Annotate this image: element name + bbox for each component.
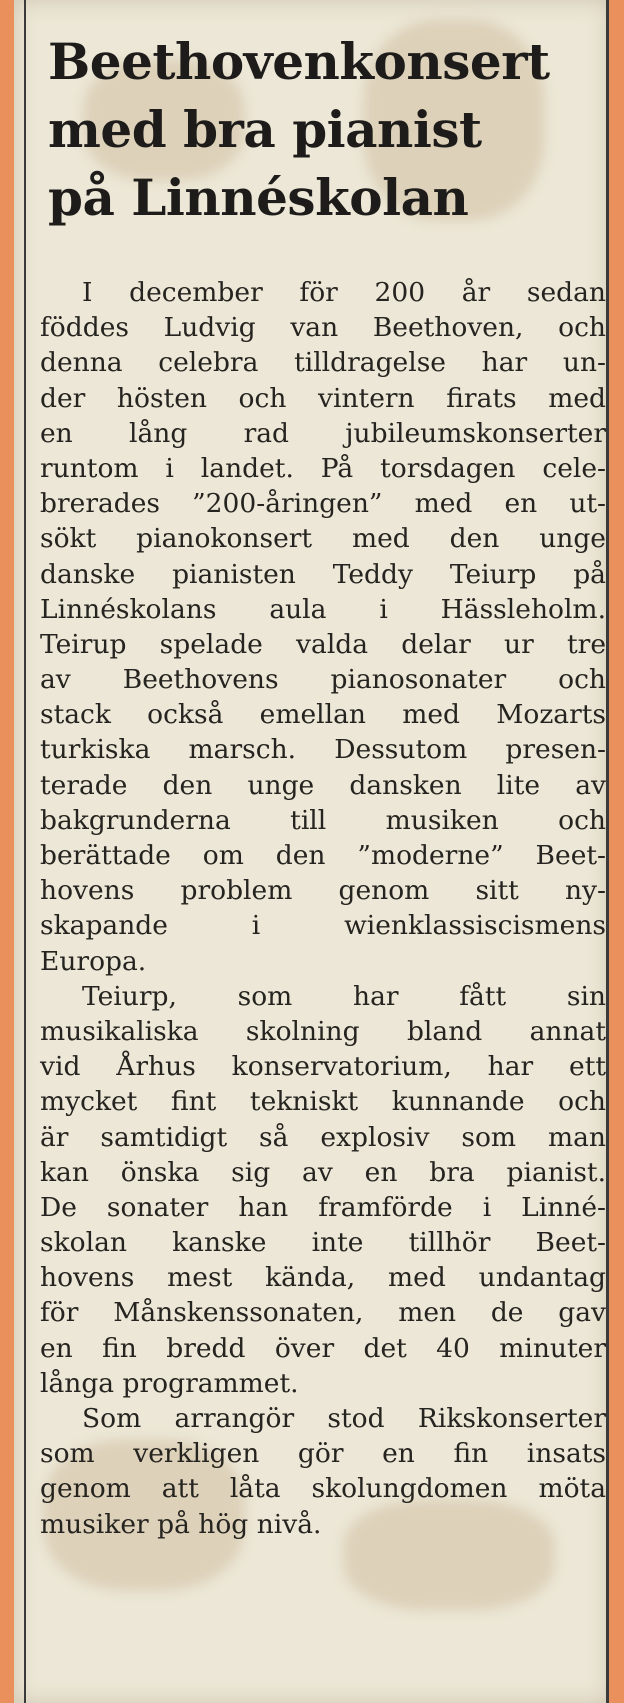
text-line: Linnéskolans aula i Hässleholm. — [40, 593, 606, 625]
text-line: skapande i wienklassiscismens — [40, 910, 606, 942]
text-line: stack också emellan med Mozarts — [40, 699, 606, 731]
text-line: bakgrunderna till musiken och — [40, 804, 606, 836]
text-line: terade den unge dansken lite av — [40, 769, 606, 801]
text-line: Som arrangör stod Rikskonserter — [82, 1403, 606, 1434]
text-line: vid Århus konservatorium, har ett — [40, 1051, 606, 1083]
text-line: hovens mest kända, med undantag — [40, 1262, 606, 1294]
text-line: der hösten och vintern firats med — [40, 382, 606, 414]
text-line: berättade om den ”moderne” Beet- — [40, 840, 606, 871]
newspaper-clipping — [14, 0, 609, 1703]
headline-line: på Linnéskolan — [48, 168, 469, 227]
text-line: föddes Ludvig van Beethoven, och — [40, 312, 606, 344]
text-line: musikaliska skolning bland annat — [40, 1015, 606, 1047]
text-line: som verkligen gör en fin insats — [40, 1438, 606, 1470]
text-line: en lång rad jubileumskonserter — [40, 417, 606, 449]
text-line: Teirup spelade valda delar ur tre — [40, 628, 606, 660]
text-line: är samtidigt så explosiv som man — [40, 1121, 606, 1153]
text-line: runtom i landet. På torsdagen cele- — [40, 452, 606, 484]
text-line: turkiska marsch. Dessutom presen- — [40, 734, 606, 766]
text-line: Europa. — [40, 945, 147, 977]
text-line: danske pianisten Teddy Teiurp på — [40, 558, 606, 590]
headline-line: med bra pianist — [48, 100, 482, 159]
headline — [48, 28, 608, 232]
headline-line: Beethovenkonsert — [48, 32, 550, 91]
text-line: denna celebra tilldragelse har un- — [40, 347, 606, 379]
article-body — [40, 275, 606, 1542]
text-line: I december för 200 år sedan — [82, 277, 606, 308]
text-line: långa programmet. — [40, 1367, 299, 1399]
column-rule-right — [606, 0, 609, 1703]
text-line: Teiurp, som har fått sin — [82, 980, 606, 1012]
text-line: genom att låta skolungdomen möta — [40, 1473, 606, 1505]
text-line: brerades ”200-åringen” med en ut- — [40, 488, 606, 520]
text-line: av Beethovens pianosonater och — [40, 664, 606, 696]
column-rule-left — [24, 0, 26, 1703]
article-paragraph — [40, 275, 606, 979]
text-line: en fin bredd över det 40 minuter — [40, 1332, 606, 1364]
text-line: De sonater han framförde i Linné- — [40, 1191, 606, 1223]
text-line: sökt pianokonsert med den unge — [40, 523, 606, 555]
text-line: hovens problem genom sitt ny- — [40, 875, 606, 907]
text-line: kan önska sig av en bra pianist. — [40, 1156, 606, 1188]
text-line: för Månskenssonaten, men de gav — [40, 1297, 606, 1329]
article-paragraph — [40, 1401, 606, 1542]
article-paragraph — [40, 979, 606, 1401]
text-line: mycket fint tekniskt kunnande och — [40, 1086, 606, 1118]
text-line: skolan kanske inte tillhör Beet- — [40, 1227, 606, 1259]
text-line: musiker på hög nivå. — [40, 1508, 322, 1540]
